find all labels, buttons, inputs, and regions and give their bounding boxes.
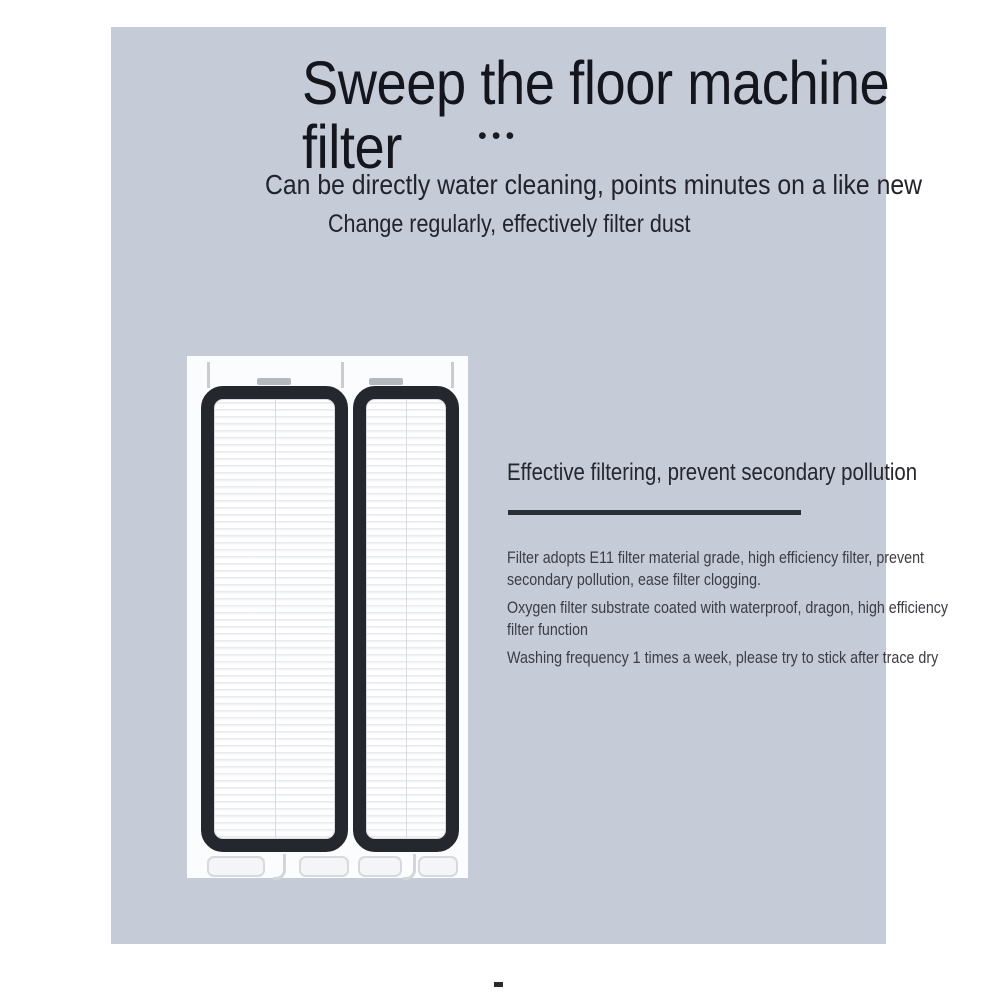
filter-hook [273, 854, 286, 880]
details-paragraph-2 [507, 597, 1001, 641]
filter-clip [418, 856, 458, 877]
filter-pull-tab [341, 362, 344, 388]
body-line: secondary pollution, ease filter clogging. [507, 570, 762, 589]
details-paragraph-3 [507, 647, 1001, 669]
filter-clip [299, 856, 349, 877]
subtitle-line-1: Can be directly water cleaning, points minutes on a like new [265, 169, 923, 200]
filter-seam [275, 399, 276, 839]
details-body [507, 547, 1001, 675]
details-paragraph-1 [507, 547, 1001, 591]
body-line: Filter adopts E11 filter material grade, high efficiency filter, prevent [507, 548, 924, 567]
filter-clip [358, 856, 402, 877]
section-divider [508, 510, 801, 515]
filter-product-photo [187, 356, 468, 878]
page-title-line-2: filter [302, 113, 402, 181]
filter-pull-tab [207, 362, 210, 388]
hepa-filter-left [201, 386, 348, 852]
body-line: filter function [507, 620, 588, 639]
ellipsis-dots-icon: ••• [478, 122, 520, 150]
filter-top-handle [369, 378, 403, 385]
subtitle-line-2: Change regularly, effectively filter dust [328, 210, 691, 238]
body-line: Oxygen filter substrate coated with waterproof, dragon, high efficiency [507, 598, 949, 617]
body-line: Washing frequency 1 times a week, please try to stick after trace dry [507, 648, 939, 667]
page-title [302, 51, 889, 179]
filter-pull-tab [451, 362, 454, 388]
details-heading: Effective filtering, prevent secondary pollution [507, 459, 918, 486]
filter-clip [207, 856, 265, 877]
filter-hook [403, 854, 416, 880]
hepa-filter-right [353, 386, 459, 852]
bottom-dash [494, 982, 503, 987]
filter-seam [406, 399, 407, 839]
page-title-line-1: Sweep the floor machine [302, 49, 890, 117]
filter-top-handle [257, 378, 291, 385]
